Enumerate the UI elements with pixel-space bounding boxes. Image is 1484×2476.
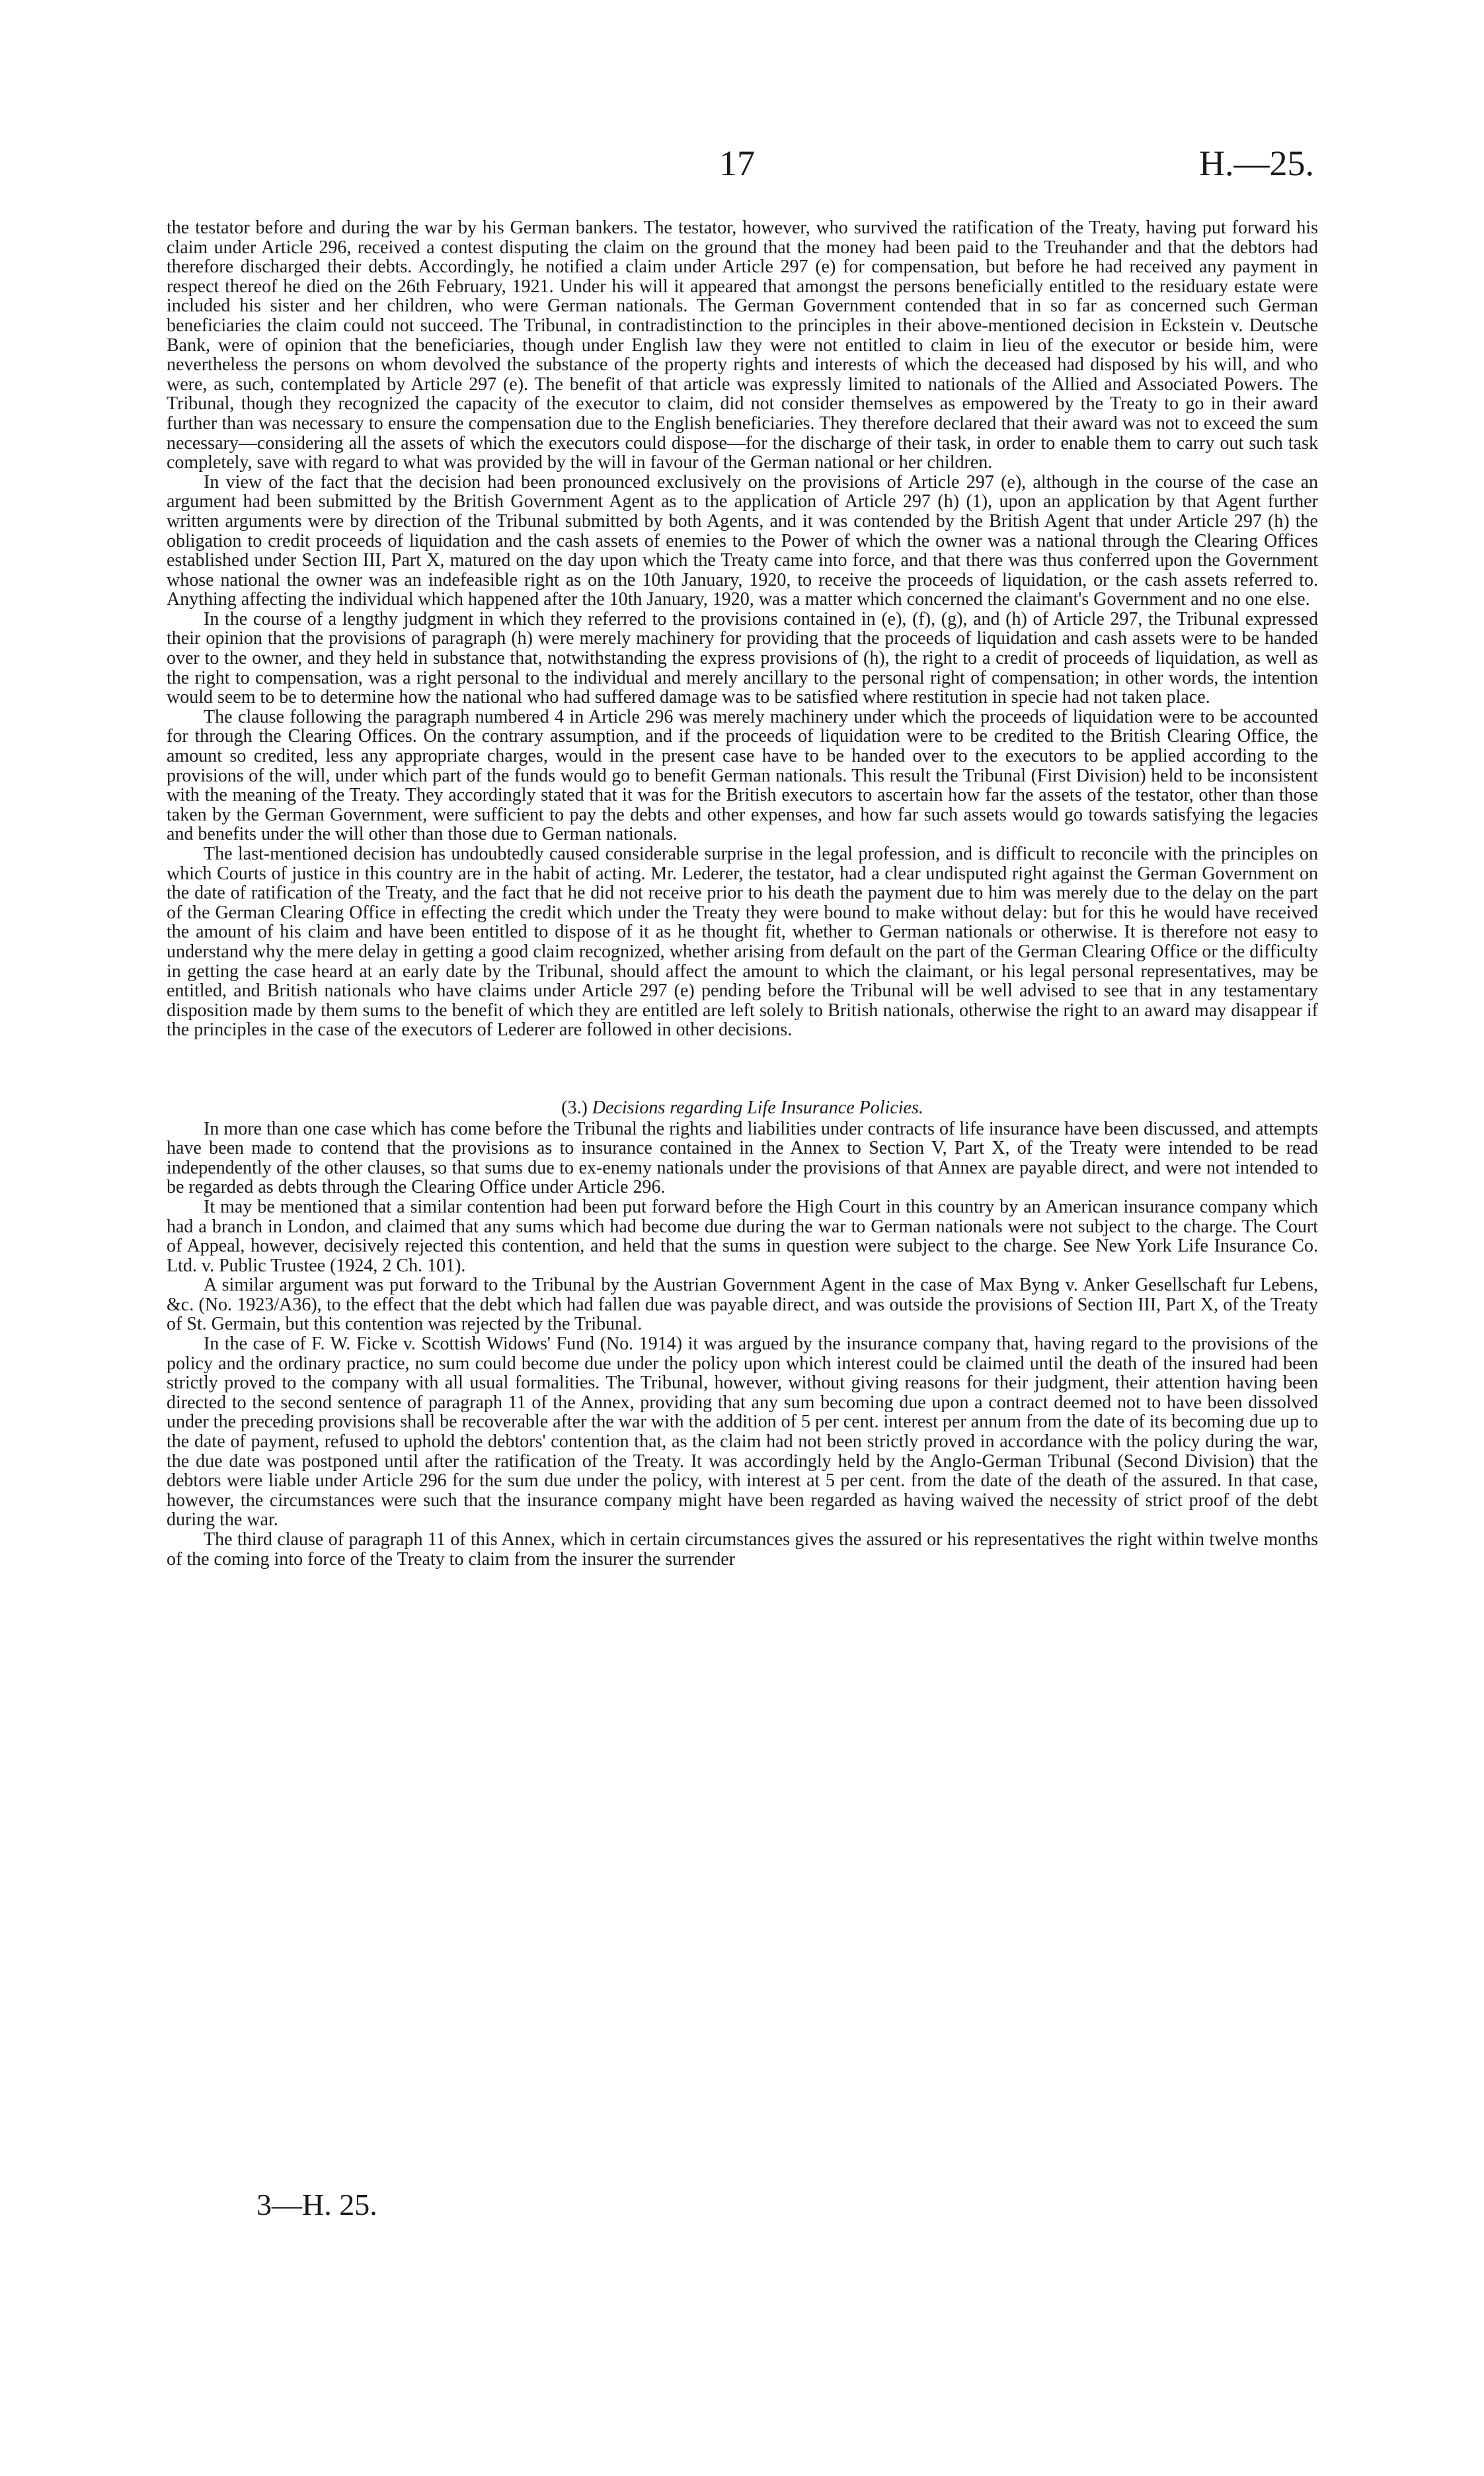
body-text [167,218,1318,1569]
section-heading [167,1098,1318,1118]
paragraph: The clause following the paragraph numbered 4 in Article 296 was merely machinery under which the proceeds of liquidation were to be accounted for through the Clearing Offices. On the contrary assumption, and if the proceeds of liquidation were to be credited to the British Clearing Office, the amount so credited, less any appropriate charges, would in the present case have to be handed over to the executors to be applied according to the provisions of the will, under which part of the funds would go to benefit German nationals. This result the Tribunal (First Division) held to be inconsistent with the meaning of the Treaty. They accordingly stated that it was for the British executors to ascertain how far the assets of the testator, other than those taken by the German Government, were sufficient to pay the debts and other expenses, and how far such assets would go towards satisfying the legacies and benefits under the will other than those due to German nationals. [167,706,1318,845]
paragraph: The third clause of paragraph 11 of this Annex, which in certain circumstances gives the assured or his representatives the right within twelve months of the coming into force of the Treaty to claim from the insurer the surrender [167,1529,1318,1570]
paragraph: In view of the fact that the decision had been pronounced exclusively on the provisions of Article 297 (e), although in the course of the case an argument had been submitted by the British Government Agent as to the application of Article 297 (h) (1), upon an application by that Agent further written arguments were by direction of the Tribunal submitted by both Agents, and it was contended by the British Agent that under Article 297 (h) the obligation to credit proceeds of liquidation and the cash assets of enemies to the Power of which the owner was a national through the Clearing Offices established under Section III, Part X, matured on the day upon which the Treaty came into force, and that there was thus conferred upon the Government whose national the owner was an indefeasible right as on the 10th January, 1920, to receive the proceeds of liquidation, or the cash assets referred to. Anything affecting the individual which happened after the 10th January, 1920, was a matter which concerned the claimant's Government and no one else. [167,471,1318,610]
paragraph: the testator before and during the war by his German bankers. The testator, however, who survived the ratification of the Treaty, having put forward his claim under Article 296, received a contest disputing the claim on the ground that the money had been paid to the Treuhander and that the debtors had therefore discharged their debts. Accordingly, he notified a claim under Article 297 (e) for compensation, but before he had received any payment in respect thereof he died on the 26th February, 1921. Under his will it appeared that amongst the persons beneficially entitled to the residuary estate were included his sister and her children, who were German nationals. The German Government contended that in so far as concerned such German beneficiaries the claim could not succeed. The Tribunal, in contradistinction to the principles in their above-mentioned decision in Eckstein v. Deutsche Bank, were of opinion that the beneficiaries, though under English law they were not entitled to claim in lieu of the executor or beside him, were nevertheless the persons on whom devolved the substance of the property rights and interests of which the deceased had disposed by his will, and who were, as such, contemplated by Article 297 (e). The benefit of that article was expressly limited to nationals of the Allied and Associated Powers. The Tribunal, though they recognized the capacity of the executor to claim, did not consider themselves as empowered by the Treaty to go in their award further than was necessary to ensure the compensation due to the English beneficiaries. They therefore declared that their award was not to exceed the sum necessary—considering all the assets of which the executors could dispose—for the discharge of their task, in order to enable them to carry out such task completely, save with regard to what was provided by the will in favour of the German national or her children. [167,218,1318,473]
paragraph: In the case of F. W. Ficke v. Scottish Widows' Fund (No. 1914) it was argued by the insurance company that, having regard to the provisions of the policy and the ordinary practice, no sum could become due under the policy upon which interest could be claimed until the death of the insured had been strictly proved to the company with all usual formalities. The Tribunal, however, without giving reasons for their judgment, their attention having been directed to the second sentence of paragraph 11 of the Annex, providing that any sum becoming due upon a contract deemed not to have been dissolved under the preceding provisions shall be recoverable after the war with the addition of 5 per cent. interest per annum from the date of its becoming due up to the date of payment, refused to uphold the debtors' contention that, as the claim had not been strictly proved in accordance with the policy during the war, the due date was postponed until after the ratification of the Treaty. It was accordingly held by the Anglo-German Tribunal (Second Division) that the debtors were liable under Article 296 for the sum due under the policy, with interest at 5 per cent. from the date of the death of the assured. In that case, however, the circumstances were such that the insurance company might have been regarded as having waived the necessity of strict proof of the debt during the war. [167,1334,1318,1531]
paragraph: The last-mentioned decision has undoubtedly caused considerable surprise in the legal profession, and is difficult to reconcile with the principles on which Courts of justice in this country are in the habit of acting. Mr. Lederer, the testator, had a clear undisputed right against the German Government on the date of ratification of the Treaty, and the fact that he did not receive prior to his death the payment due to him was merely due to the delay on the part of the German Clearing Office in effecting the credit which under the Treaty they were bound to make without delay: but for this he would have received the amount of his claim and have been entitled to dispose of it as he thought fit, whether to German nationals or otherwise. It is therefore not easy to understand why the mere delay in getting a good claim recognized, whether arising from default on the part of the German Clearing Office or the difficulty in getting the case heard at an early date by the Tribunal, should affect the amount to which the claimant, or his legal personal representatives, may be entitled, and British nationals who have claims under Article 297 (e) pending before the Tribunal will be well advised to see that in any testamentary disposition made by them sums to the benefit of which they are entitled are left solely to British nationals, otherwise the right to an award may disappear if the principles in the case of the executors of Lederer are followed in other decisions. [167,844,1318,1041]
document-reference: H.—25. [1199,143,1314,183]
paragraph: A similar argument was put forward to the Tribunal by the Austrian Government Agent in the case of Max Byng v. Anker Gesellschaft fur Lebens, &c. (No. 1923/A36), to the effect that the debt which had fallen due was payable direct, and was outside the provisions of Section III, Part X, of the Treaty of St. Germain, but this contention was rejected by the Tribunal. [167,1275,1318,1335]
page-number: 17 [719,143,755,183]
section-body [167,1119,1318,1570]
paragraph: It may be mentioned that a similar contention had been put forward before the High Court in this country by an American insurance company which had a branch in London, and claimed that any sums which had become due during the war to German nationals were not subject to the charge. The Court of Appeal, however, decisively rejected this contention, and held that the sums in question were subject to the charge. See New York Life Insurance Co. Ltd. v. Public Trustee (1924, 2 Ch. 101). [167,1196,1318,1276]
printer-signature: 3—H. 25. [256,2188,377,2221]
section-number: (3.) [561,1097,588,1118]
paragraph: In the course of a lengthy judgment in which they referred to the provisions contained in (e), (f), (g), and (h) of Article 297, the Tribunal expressed their opinion that the provisions of paragraph (h) were merely machinery for providing that the proceeds of liquidation and cash assets were to be handed over to the owner, and they held in substance that, notwithstanding the express provisions of (h), the right to a credit of proceeds of liquidation, as well as the right to compensation, was a right personal to the individual and merely ancillary to the personal right of compensation; in other words, the intention would seem to be to determine how the national who had suffered damage was to be satisfied where restitution in specie had not taken place. [167,608,1318,708]
paragraph: In more than one case which has come before the Tribunal the rights and liabilities under contracts of life insurance have been discussed, and attempts have been made to contend that the provisions as to insurance contained in the Annex to Section V, Part X, of the Treaty were intended to be read independently of the other clauses, so that sums due to ex-enemy nationals under the provisions of that Annex are payable direct, and were not intended to be regarded as debts through the Clearing Office under Article 296. [167,1118,1318,1198]
section-title: Decisions regarding Life Insurance Policies. [592,1097,923,1118]
